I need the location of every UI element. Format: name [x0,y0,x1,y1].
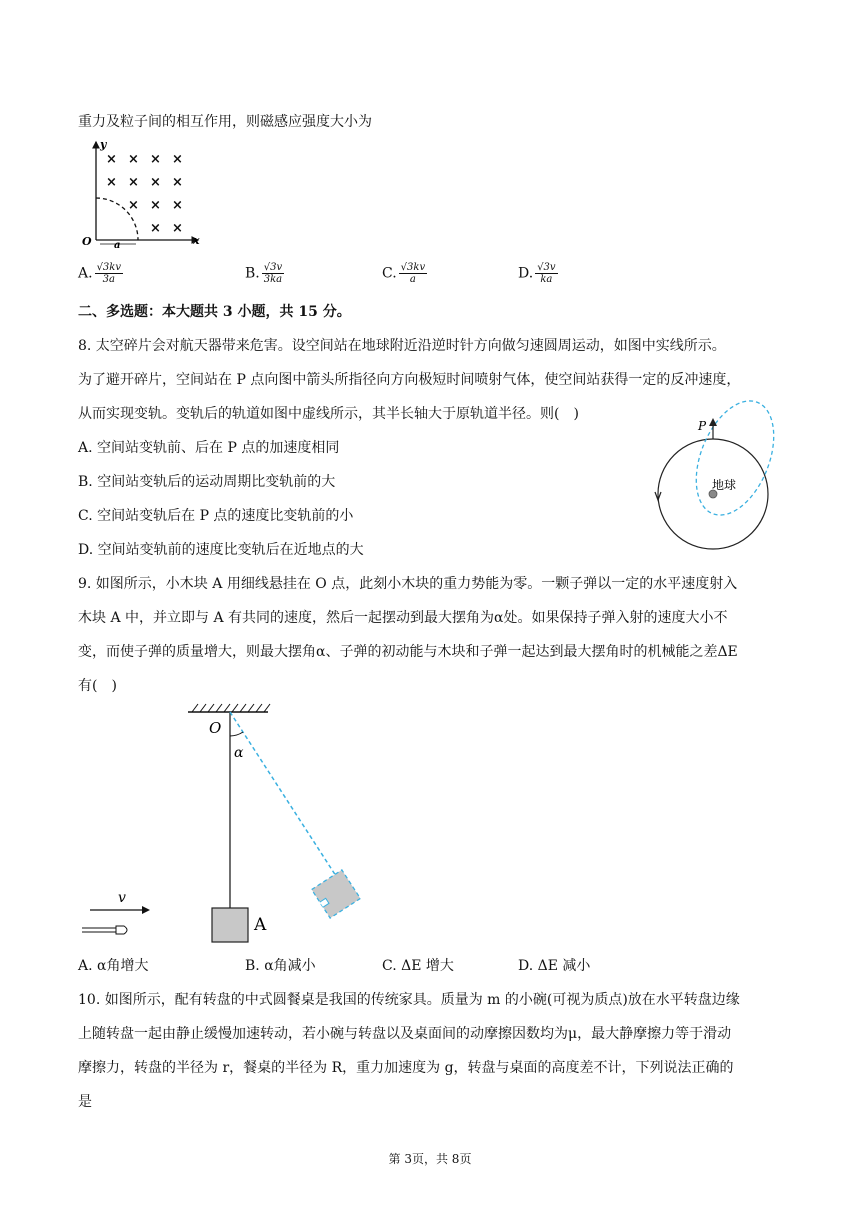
q8-option-c: C. 空间站变轨后在 P 点的速度比变轨前的小 [78,508,354,524]
swung-block [312,870,361,918]
angle-alpha-label: α [234,745,244,761]
q8-option-b: B. 空间站变轨后的运动周期比变轨前的大 [78,474,336,490]
q9-option-c: C. ΔE 增大 [382,958,454,974]
pivot-o-label: O [209,719,222,737]
q9-text-line: 有( ) [78,678,117,694]
q10-text-line: 摩擦力，转盘的半径为 r，餐桌的半径为 R，重力加速度为 g，转盘与桌面的高度差不计，下列说法正确的 [78,1060,734,1076]
q8-orbit-figure [650,402,780,552]
svg-text:×: × [172,152,183,167]
q10-text-line: 是 [78,1094,92,1110]
x-axis-label: x [193,234,200,247]
q7-option-b: B. $\frac{√3v}{3ka}$ [245,262,283,285]
svg-text:×: × [172,175,183,190]
q9-text-line: 木块 A 中，并立即与 A 有共同的速度，然后一起摆动到最大摆角为α处。如果保持子弹入射的速度大小不 [78,610,728,626]
q9-option-a: A. α角增大 [78,958,149,974]
svg-text:×: × [150,198,161,213]
svg-text:×: × [172,221,183,236]
point-p-label: P [698,419,707,433]
q9-text-line: 9. 如图所示，小木块 A 用细线悬挂在 O 点，此刻小木块的重力势能为零。一颗子弹以一定的水平速度射入 [78,576,738,592]
section-heading: 二、多选题：本大题共 3 小题，共 15 分。 [78,304,351,320]
svg-text:×: × [150,152,161,167]
bullet-icon [82,926,127,934]
svg-text:×: × [106,175,117,190]
block-a [212,908,248,942]
svg-text:×: × [106,152,117,167]
svg-text:×: × [128,175,139,190]
q8-text-line: 8. 太空碎片会对航天器带来危害。设空间站在地球附近沿逆时针方向做匀速圆周运动，如图中实线所示。 [78,338,726,354]
q9-pendulum-figure [78,700,378,945]
q7-text-tail: 重力及粒子间的相互作用，则磁感应强度大小为 [78,114,372,130]
svg-text:×: × [150,175,161,190]
q10-text-line: 10. 如图所示，配有转盘的中式圆餐桌是我国的传统家具。质量为 m 的小碗(可视为质点)放在水平转盘边缘 [78,992,740,1008]
q8-text-line: 为了避开碎片，空间站在 P 点向图中箭头所指径向方向极短时间喷射气体，使空间站获得一定的反冲速度， [78,372,741,388]
q9-text-line: 变，而使子弹的质量增大，则最大摆角α、子弹的初动能与木块和子弹一起达到最大摆角时的机械能之差ΔE [78,644,738,660]
q7-option-a: A. $\frac{√3kv}{3a}$ [78,262,122,285]
y-axis-label: y [100,138,107,151]
q7-option-c: C. $\frac{√3kv}{a}$ [382,262,426,285]
q8-text-line: 从而实现变轨。变轨后的轨道如图中虚线所示，其半长轴大于原轨道半径。则( ) [78,406,579,422]
length-a-label: a [114,240,121,251]
q9-option-b: B. α角减小 [245,958,316,974]
q7-magnetic-field-figure [80,138,205,250]
swung-string [230,712,336,876]
earth-label: 地球 [712,478,737,492]
block-a-label: A [254,915,267,935]
origin-label: O [82,235,92,248]
svg-text:×: × [172,198,183,213]
angle-arc [230,732,243,736]
svg-text:×: × [128,152,139,167]
field-crosses [106,152,183,236]
page-footer: 第 3页，共 8页 [388,1152,472,1166]
svg-text:×: × [128,198,139,213]
svg-text:×: × [150,221,161,236]
q8-option-a: A. 空间站变轨前、后在 P 点的加速度相同 [78,440,340,456]
q9-option-d: D. ΔE 减小 [518,958,591,974]
transfer-orbit [681,390,789,527]
q8-option-d: D. 空间站变轨前的速度比变轨后在近地点的大 [78,542,364,558]
velocity-v-label: v [118,890,126,906]
q10-text-line: 上随转盘一起由静止缓慢加速转动，若小碗与转盘以及桌面间的动摩擦因数均为μ，最大静摩擦力等于滑动 [78,1026,732,1042]
q7-option-d: D. $\frac{√3v}{ka}$ [518,262,556,285]
